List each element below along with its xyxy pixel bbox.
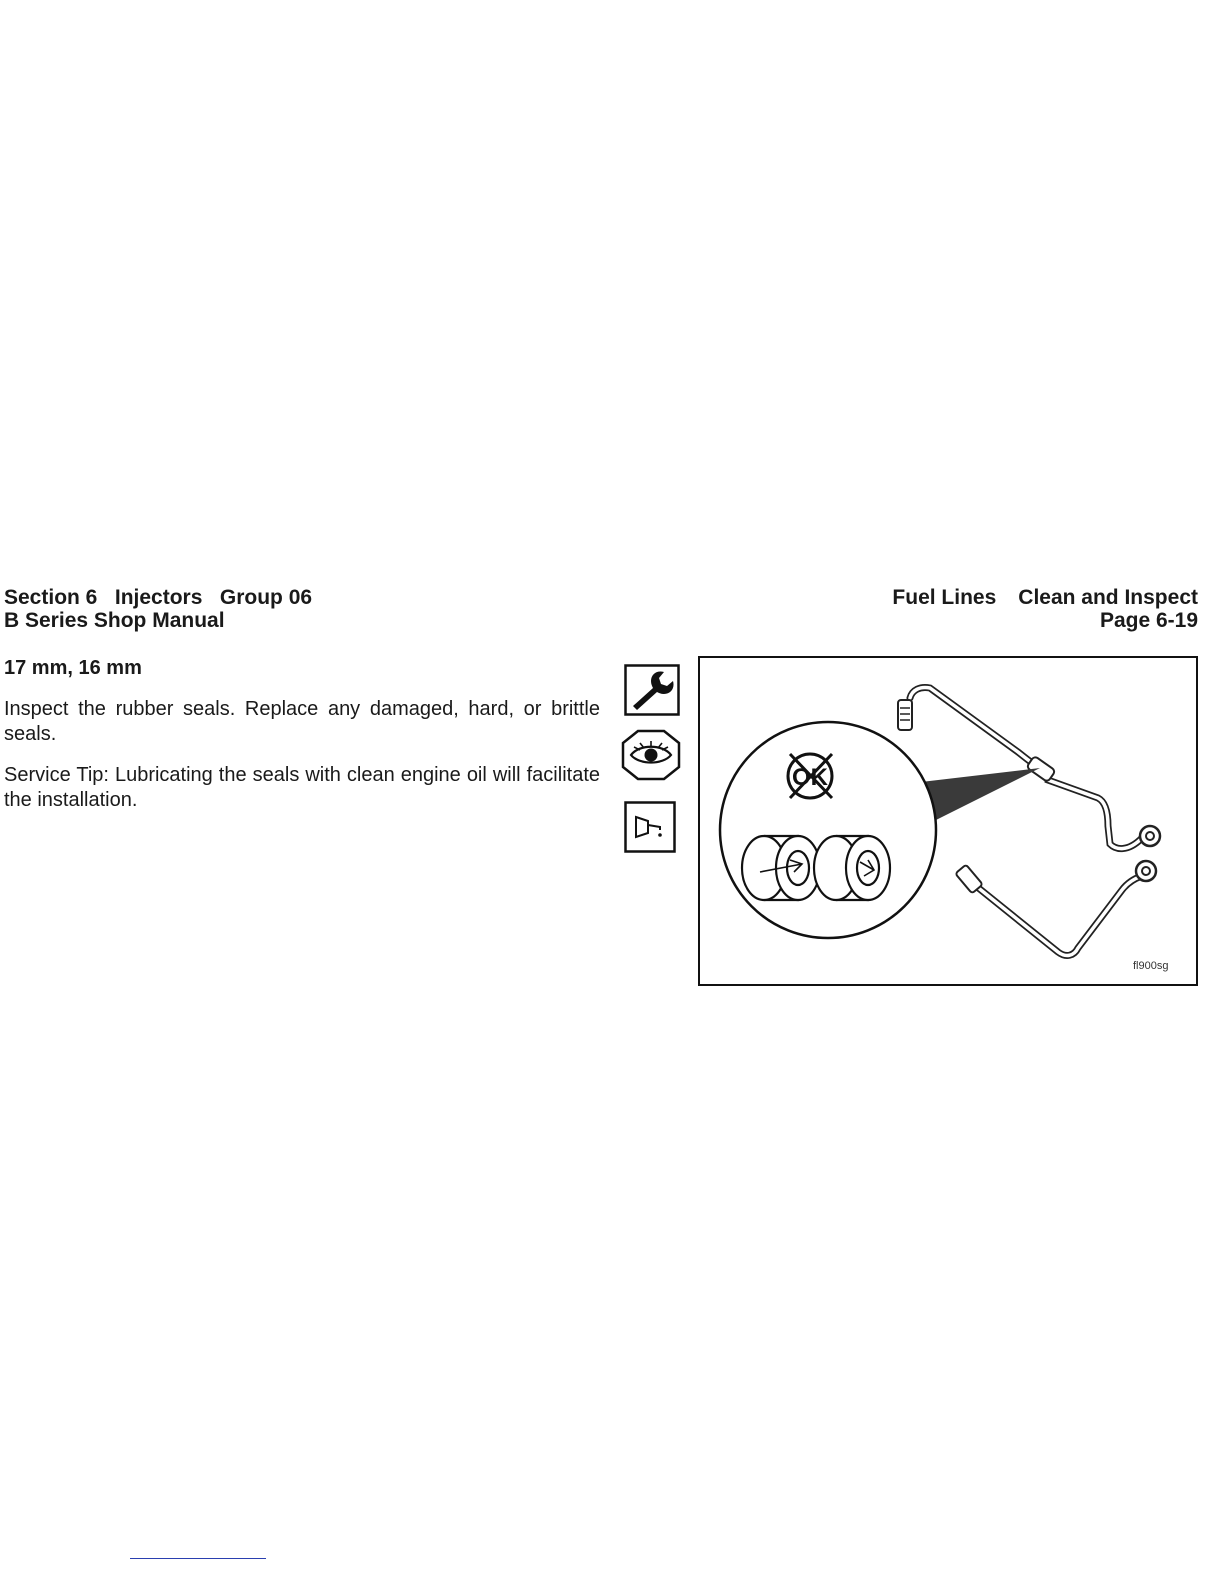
detail-magnifier <box>720 722 936 938</box>
seal-left <box>742 836 820 900</box>
wrench-icon <box>624 664 680 716</box>
manual-title: B Series Shop Manual <box>4 609 225 632</box>
figure-id: fl900sg <box>1133 960 1169 972</box>
page-number: Page 6-19 <box>1099 609 1198 632</box>
footnote-rule <box>130 1558 266 1559</box>
section-title: Section 6 Injectors Group 06 <box>4 586 313 609</box>
eye-inspect-icon <box>620 729 682 781</box>
oil-can-icon <box>624 801 676 853</box>
seal-right <box>814 836 890 900</box>
fuel-lines-illustration <box>698 656 1198 986</box>
page-header-right <box>892 586 1198 632</box>
action-title: Clean and Inspect <box>1018 586 1198 609</box>
tool-sizes-heading: 17 mm, 16 mm <box>4 657 142 679</box>
topic-title: Fuel Lines <box>892 586 997 609</box>
ok-label: OK <box>792 764 828 791</box>
service-tip-paragraph: Service Tip: Lubricating the seals with clean engine oil will facilitate the installation. <box>4 764 600 811</box>
page-header-left <box>4 586 312 632</box>
instruction-paragraph: Inspect the rubber seals. Replace any damaged, hard, or brittle seals. <box>4 698 600 745</box>
